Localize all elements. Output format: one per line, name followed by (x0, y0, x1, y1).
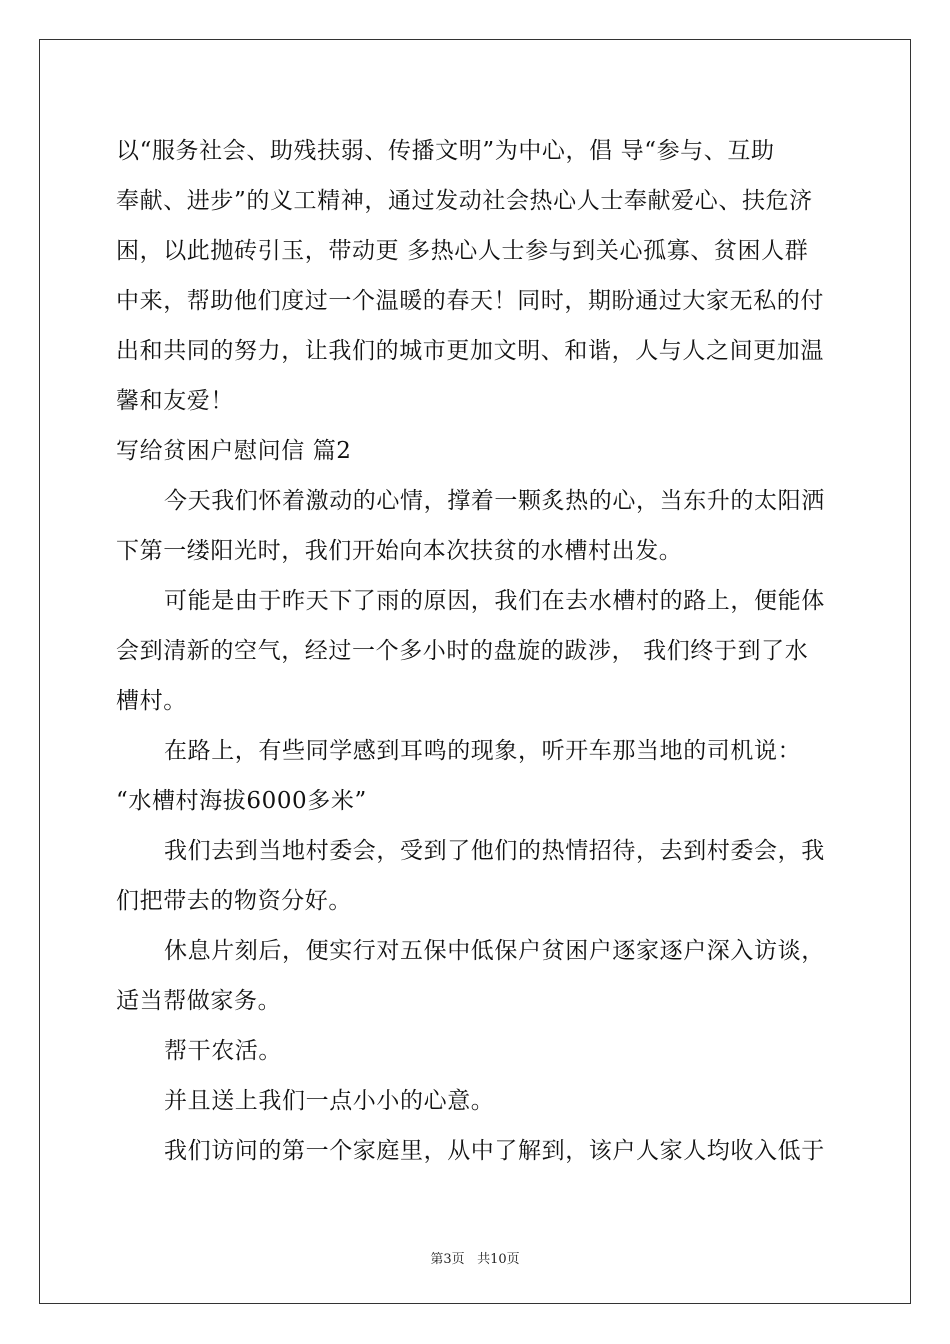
text-line: 槽村。 (116, 688, 187, 714)
page-number: 第3页 (430, 1252, 465, 1267)
text-line: 出和共同的努力，让我们的城市更加文明、和谐，人与人之间更加温 (116, 338, 824, 364)
page-footer (0, 1248, 950, 1267)
text-line: 我们去到当地村委会，受到了他们的热情招待，去到村委会，我 (164, 838, 825, 864)
text-line: 困，以此抛砖引玉，带动更 多热心人士参与到关心孤寡、贫困人群 (116, 238, 809, 264)
text-line: 馨和友爱！ (116, 388, 234, 414)
text-line: 们把带去的物资分好。 (116, 888, 352, 914)
text-line: 可能是由于昨天下了雨的原因，我们在去水槽村的路上，便能体 (164, 588, 825, 614)
text-line: 休息片刻后，便实行对五保中低保户贫困户逐家逐户深入访谈， (164, 938, 825, 964)
text-line: 会到清新的空气，经过一个多小时的盘旋的跋涉， 我们终于到了水 (116, 638, 809, 664)
text-line: 并且送上我们一点小小的心意。 (164, 1088, 495, 1114)
document-body (116, 126, 836, 1176)
text-line: 中来，帮助他们度过一个温暖的春天！同时，期盼通过大家无私的付 (116, 288, 824, 314)
text-line: “水槽村海拔6000多米” (116, 788, 367, 814)
text-line: 下第一缕阳光时，我们开始向本次扶贫的水槽村出发。 (116, 538, 683, 564)
text-line: 奉献、进步”的义工精神，通过发动社会热心人士奉献爱心、扶危济 (116, 188, 813, 214)
page-total: 共10页 (477, 1252, 520, 1267)
text-line: 以“服务社会、助残扶弱、传播文明”为中心，倡 导“参与、互助 (116, 138, 775, 164)
text-line: 帮干农活。 (164, 1038, 282, 1064)
text-line: 今天我们怀着激动的心情，撑着一颗炙热的心，当东升的太阳洒 (164, 488, 825, 514)
section-heading: 写给贫困户慰问信 篇2 (116, 438, 352, 464)
text-line: 我们访问的第一个家庭里，从中了解到，该户人家人均收入低于 (164, 1138, 825, 1164)
text-line: 在路上，有些同学感到耳鸣的现象，听开车那当地的司机说： (164, 738, 802, 764)
text-line: 适当帮做家务。 (116, 988, 282, 1014)
